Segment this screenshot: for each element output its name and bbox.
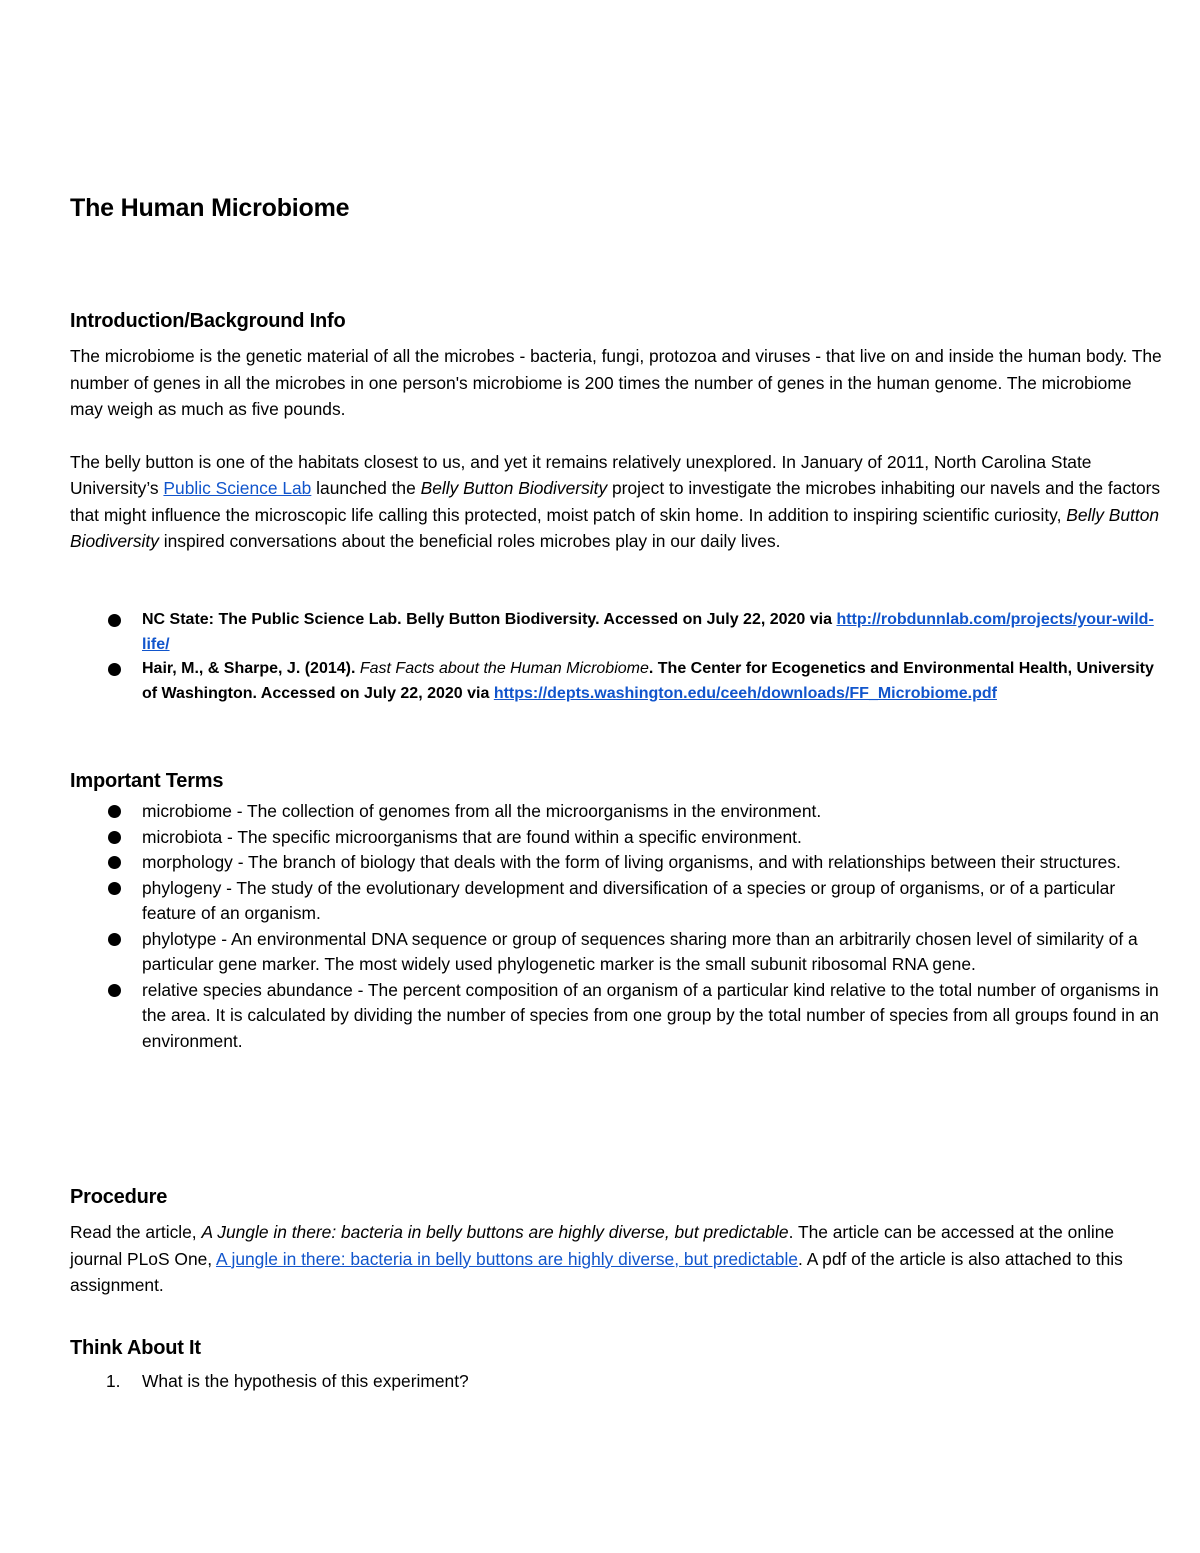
plos-one-article-link[interactable]: A jungle in there: bacteria in belly buttons are highly diverse, but predictable xyxy=(216,1248,798,1269)
reference-1-text: NC State: The Public Science Lab. Belly Button Biodiversity. Accessed on July 22, 2020 via xyxy=(142,611,837,628)
document-page xyxy=(70,0,1165,1553)
intro-section xyxy=(70,310,1165,555)
term-morphology: morphology - The branch of biology that deals with the form of living organisms, and with relationships between their structures. xyxy=(142,852,1121,872)
bullet-icon xyxy=(108,614,121,627)
questions-list xyxy=(70,1368,1165,1394)
procedure-paragraph xyxy=(70,1219,1165,1299)
reference-2-text-b: . The Center for Ecogenetics and Environmental Health, University of Washington. Accessed on July 22, 2020 via xyxy=(142,660,1154,702)
list-item xyxy=(70,799,1165,825)
bullet-icon xyxy=(108,831,121,844)
list-item xyxy=(70,978,1165,1055)
procedure-text-c: . A pdf of the article is also attached to this assignment. xyxy=(70,1248,1123,1295)
references-list xyxy=(70,608,1165,706)
list-item xyxy=(70,825,1165,851)
term-phylotype: phylotype - An environmental DNA sequence or group of sequences sharing more than an arbitrarily chosen level of similarity of a particular gene marker. The most widely used phylogenetic marker is the small subunit ribosomal RNA gene. xyxy=(142,928,1138,974)
intro-paragraph-2 xyxy=(70,449,1165,555)
bullet-icon xyxy=(108,805,121,818)
bullet-icon xyxy=(108,984,121,997)
bullet-icon xyxy=(108,933,121,946)
question-text: What is the hypothesis of this experiment? xyxy=(142,1371,469,1391)
think-section xyxy=(70,1337,1165,1394)
term-relative-species-abundance: relative species abundance - The percent composition of an organism of a particular kind relative to the total number of organisms in the area. It is calculated by dividing the number of species from one group by the total number of species from all groups found in an environment. xyxy=(142,979,1159,1051)
list-item xyxy=(70,927,1165,978)
procedure-text-b: . The article can be accessed at the online journal PLoS One, xyxy=(70,1222,1115,1269)
bullet-icon xyxy=(108,663,121,676)
reference-2-text-a: Hair, M., & Sharpe, J. (2014). xyxy=(142,660,360,677)
intro-paragraph-1: The microbiome is the genetic material of all the microbes - bacteria, fungi, protozoa and viruses - that live on and inside the human body. The number of genes in all the microbes in one person's microbiome is 200 times the number of genes in the human genome. The microbiome may weigh as much as five pounds. xyxy=(70,346,1162,419)
question-number: 1. xyxy=(106,1371,121,1391)
intro-p2-italic-1: Belly Button Biodiversity xyxy=(420,478,608,498)
list-item xyxy=(70,876,1165,927)
reference-item xyxy=(70,608,1165,657)
intro-heading: Introduction/Background Info xyxy=(70,310,346,332)
procedure-text-a: Read the article, xyxy=(70,1222,202,1242)
intro-p2-text-b: launched the xyxy=(311,478,421,498)
list-item xyxy=(70,1368,1165,1394)
terms-list xyxy=(70,799,1165,1054)
think-heading: Think About It xyxy=(70,1337,201,1359)
term-microbiome: microbiome - The collection of genomes from all the microorganisms in the environment. xyxy=(142,801,822,821)
terms-section xyxy=(70,770,1165,1054)
terms-heading: Important Terms xyxy=(70,770,224,792)
list-item xyxy=(70,850,1165,876)
term-phylogeny: phylogeny - The study of the evolutionary development and diversification of a species or group of organisms, or of a particular feature of an organism. xyxy=(142,877,1116,923)
reference-2-italic: Fast Facts about the Human Microbiome xyxy=(359,660,649,677)
references-section xyxy=(70,608,1165,706)
term-microbiota: microbiota - The specific microorganisms that are found within a specific environment. xyxy=(142,826,802,847)
intro-p2-text-d: inspired conversations about the beneficial roles microbes play in our daily lives. xyxy=(158,531,781,551)
procedure-section xyxy=(70,1186,1165,1299)
intro-p2-italic-2: Belly Button Biodiversity xyxy=(70,504,1160,551)
bullet-icon xyxy=(108,856,121,869)
washington-pdf-link[interactable]: https://depts.washington.edu/ceeh/downloads/FF_Microbiome.pdf xyxy=(493,684,997,702)
procedure-heading: Procedure xyxy=(70,1186,168,1208)
robdunnlab-link[interactable]: http://robdunnlab.com/projects/your-wild-life/ xyxy=(142,611,1154,653)
bullet-icon xyxy=(108,882,121,895)
page-title: The Human Microbiome xyxy=(70,194,350,222)
public-science-lab-link[interactable]: Public Science Lab xyxy=(163,478,312,498)
reference-item xyxy=(70,657,1165,706)
intro-p2-text-c: project to investigate the microbes inhabiting our navels and the factors that might influence the microscopic life calling this protected, moist patch of skin home. In addition to inspiring scientific curiosity, xyxy=(70,478,1161,525)
intro-p2-text-a: The belly button is one of the habitats closest to us, and yet it remains relatively unexplored. In January of 2011, North Carolina State University’s xyxy=(70,451,1092,498)
procedure-article-title: A Jungle in there: bacteria in belly buttons are highly diverse, but predictable xyxy=(201,1222,789,1242)
